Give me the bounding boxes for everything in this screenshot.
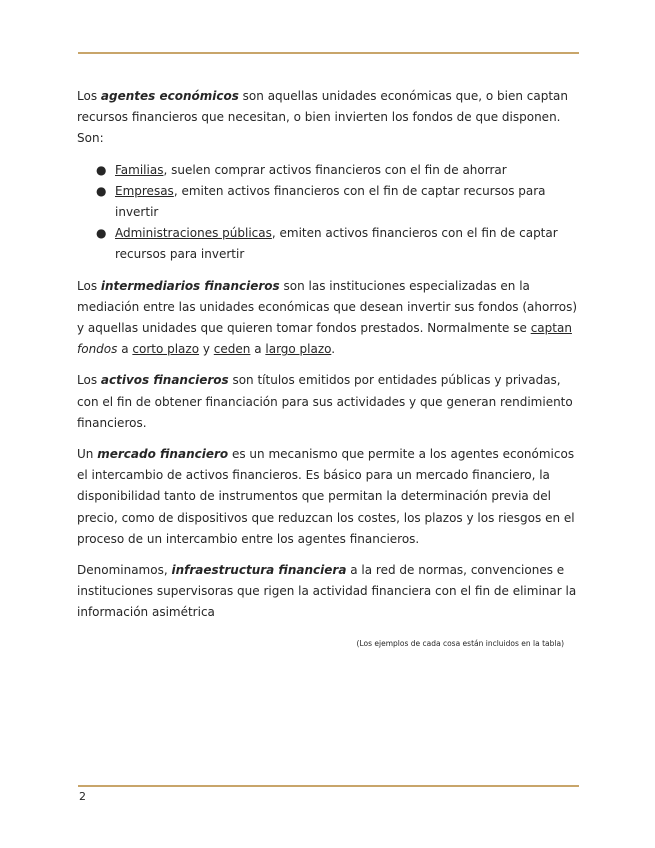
header-rule [78,52,579,54]
list-item: ● Empresas, emiten activos financieros con el fin de captar recursos para invertir [77,181,582,223]
term-agentes-economicos: agentes económicos [100,89,239,103]
list-item: ● Familias, suelen comprar activos financieros con el fin de ahorrar [77,160,582,181]
term-intermediarios-financieros: intermediarios financieros [100,278,280,293]
paragraph-infraestructura: Denominamos, infraestructura financiera a la red de normas, convenciones e instituciones supervisoras que rigen la actividad financiera con el fin de eliminar la información asimétrica [77,563,577,620]
term-mercado-financiero: mercado financiero [97,447,229,462]
term-activos-financieros: activos financieros [100,373,229,388]
agentes-list [77,160,582,266]
paragraph-activos: Los activos financieros son títulos emitidos por entidades públicas y privadas, con el fin de obtener financiación para sus actividades y que generan rendimiento financieros. [77,373,573,430]
list-item: ● Administraciones públicas, emiten activos financieros con el fin de captar recursos para invertir [77,223,582,265]
paragraph-mercado: Un mercado financiero es un mecanismo que permite a los agentes económicos el intercambio de activos financieros. Es básico para un mercado financiero, la disponibilidad tanto de instrumentos que permitan la determinación previa del precio, como de dispositivos que reduzcan los costes, los plazos y los riesgos en el proceso de un intercambio entre los agentes financieros. [77,447,575,546]
bullet-icon: ● [96,183,107,198]
page-number: 2 [79,790,86,803]
term-infraestructura-financiera: infraestructura financiera [171,563,347,578]
footer-rule [78,785,579,787]
bullet-icon: ● [96,162,107,177]
paragraph-intermediarios: Los intermediarios financieros son las instituciones especializadas en la mediación entre las unidades económicas que desean invertir sus fondos (ahorros) y aquellas unidades que quieren tomar fondos prestados. Normalmente se captan fondos a corto plazo y ceden a largo plazo. [77,278,578,357]
table-note: (Los ejemplos de cada cosa están incluidos en la tabla) [356,638,564,648]
bullet-icon: ● [96,226,107,241]
paragraph-agentes: Los agentes económicos son aquellas unidades económicas que, o bien captan recursos financieros que necesitan, o bien invierten los fondos de que disponen. Son: [77,89,569,146]
document-body [77,86,582,650]
